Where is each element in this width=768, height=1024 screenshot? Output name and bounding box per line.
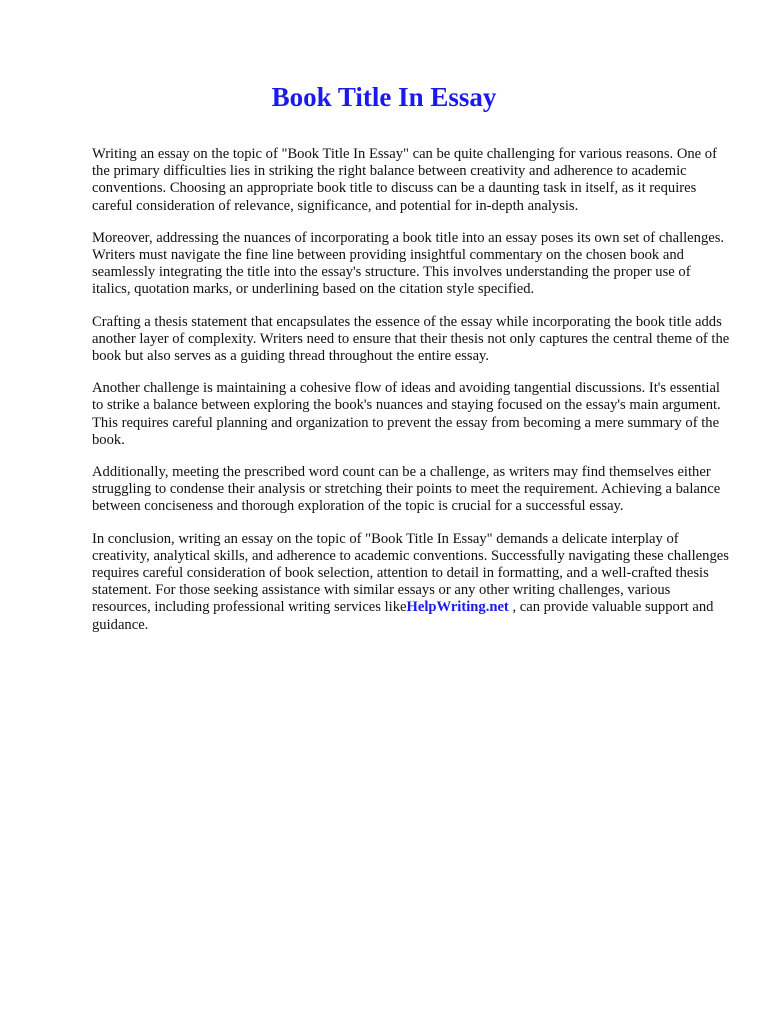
paragraph: Additionally, meeting the prescribed word count can be a challenge, as writers may find themselves either struggling to condense their analysis or stretching their points to meet the requirement. Achieving a balance between conciseness and thorough exploration of the topic is crucial for a successful essay.	[92, 464, 721, 515]
page-title: Book Title In Essay	[271, 82, 497, 112]
conclusion-paragraph	[92, 531, 732, 634]
helpwriting-link[interactable]: HelpWriting.net	[406, 599, 509, 616]
paragraph: Crafting a thesis statement that encapsulates the essence of the essay while incorporating the book title adds another layer of complexity. Writers need to ensure that their thesis not only captures the central theme of the book but also serves as a guiding thread throughout the entire essay.	[92, 313, 730, 365]
paragraph: Writing an essay on the topic of "Book Title In Essay" can be quite challenging for various reasons. One of the primary difficulties lies in striking the right balance between creativity and adherence to academic conventions. Choosing an appropriate book title to discuss can be a daunting task in itself, as it requires careful consideration of relevance, significance, and potential for in-depth analysis.	[92, 146, 717, 214]
conclusion-text-end: , can provide valuable support and guidance.	[92, 599, 714, 633]
paragraph: Moreover, addressing the nuances of incorporating a book title into an essay poses its own set of challenges. Writers must navigate the fine line between providing insightful commentary on the chosen book and seamlessly integrating the title into the essay's structure. This involves understanding the proper use of italics, quotation marks, or underlining based on the citation style specified.	[92, 229, 725, 298]
paragraph: Another challenge is maintaining a cohesive flow of ideas and avoiding tangential discussions. It's essential to strike a balance between exploring the book's nuances and staying focused on the essay's main argument. This requires careful planning and organization to prevent the essay from becoming a mere summary of the book.	[92, 380, 721, 448]
essay-body	[92, 146, 732, 649]
conclusion-text: In conclusion, writing an essay on the topic of "Book Title In Essay" demands a delicate interplay of creativity, analytical skills, and adherence to academic conventions. Successfully navigating these challenges requires careful consideration of book selection, attention to detail in formatting, and a well-crafted thesis statement. For those seeking assistance with similar essays or any other writing challenges, various resources, including professional writing services like	[92, 530, 729, 616]
